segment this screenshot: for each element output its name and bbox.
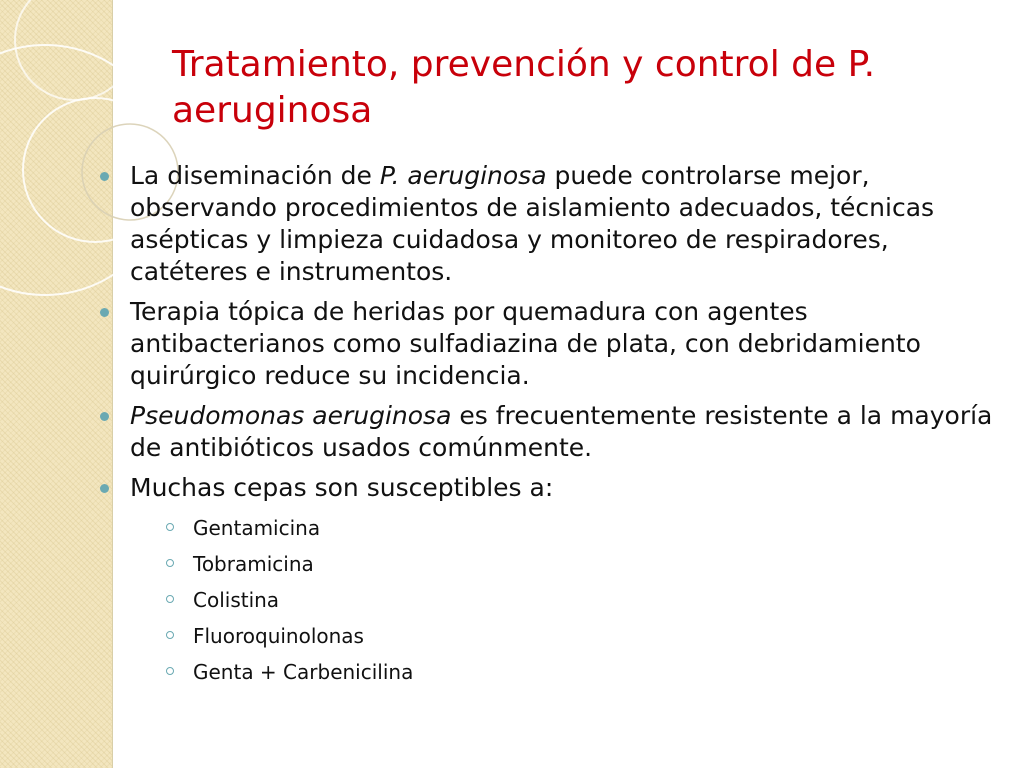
bullet-text [130, 473, 553, 502]
bullet-item [96, 296, 996, 392]
bullet-text [130, 297, 921, 390]
bullet-text [130, 161, 934, 286]
bullet-icon [100, 308, 109, 317]
bullet-text [130, 401, 992, 462]
bullet-item [96, 472, 996, 690]
sub-bullet-icon [166, 523, 174, 531]
text-segment: es frecuentemente resistente a la mayoría de antibióticos usados comúnmente. [130, 401, 993, 462]
slide-content [96, 160, 996, 698]
bullet-icon [100, 484, 109, 493]
sub-bullet-text: Colistina [193, 588, 280, 612]
sub-bullet-text: Tobramicina [193, 552, 314, 576]
sub-bullet-icon [166, 559, 174, 567]
slide-title: Tratamiento, prevención y control de P. aeruginosa [172, 44, 876, 131]
text-segment: La diseminación de [130, 161, 380, 190]
sub-bullet-item [130, 618, 996, 654]
bullet-list [96, 160, 996, 690]
sub-bullet-item [130, 654, 996, 690]
italic-text-segment: P. aeruginosa [379, 161, 547, 190]
sub-bullet-item [130, 510, 996, 546]
text-segment: Terapia tópica de heridas por quemadura con agentes antibacterianos como sulfadiazina de plata, con debridamiento quirúrgico reduce su incidencia. [130, 297, 921, 390]
italic-text-segment: Pseudomonas aeruginosa [130, 401, 452, 430]
sub-bullet-text: Gentamicina [193, 516, 321, 540]
deco-circle-top [15, 0, 135, 100]
sub-bullet-list [130, 510, 996, 690]
sub-bullet-text: Genta + Carbenicilina [193, 660, 414, 684]
sub-bullet-item [130, 546, 996, 582]
text-segment: Muchas cepas son susceptibles a: [130, 473, 554, 502]
bullet-item [96, 160, 996, 288]
text-segment: puede controlarse mejor, observando procedimientos de aislamiento adecuados, técnicas asépticas y limpieza cuidadosa y monitoreo de respiradores, catéteres e instrumentos. [130, 161, 935, 286]
sub-bullet-icon [166, 631, 174, 639]
sub-bullet-item [130, 582, 996, 618]
bullet-icon [100, 412, 109, 421]
bullet-item [96, 400, 996, 464]
sub-bullet-text: Fluoroquinolonas [193, 624, 364, 648]
sub-bullet-icon [166, 595, 174, 603]
sub-bullet-icon [166, 667, 174, 675]
bullet-icon [100, 172, 109, 181]
